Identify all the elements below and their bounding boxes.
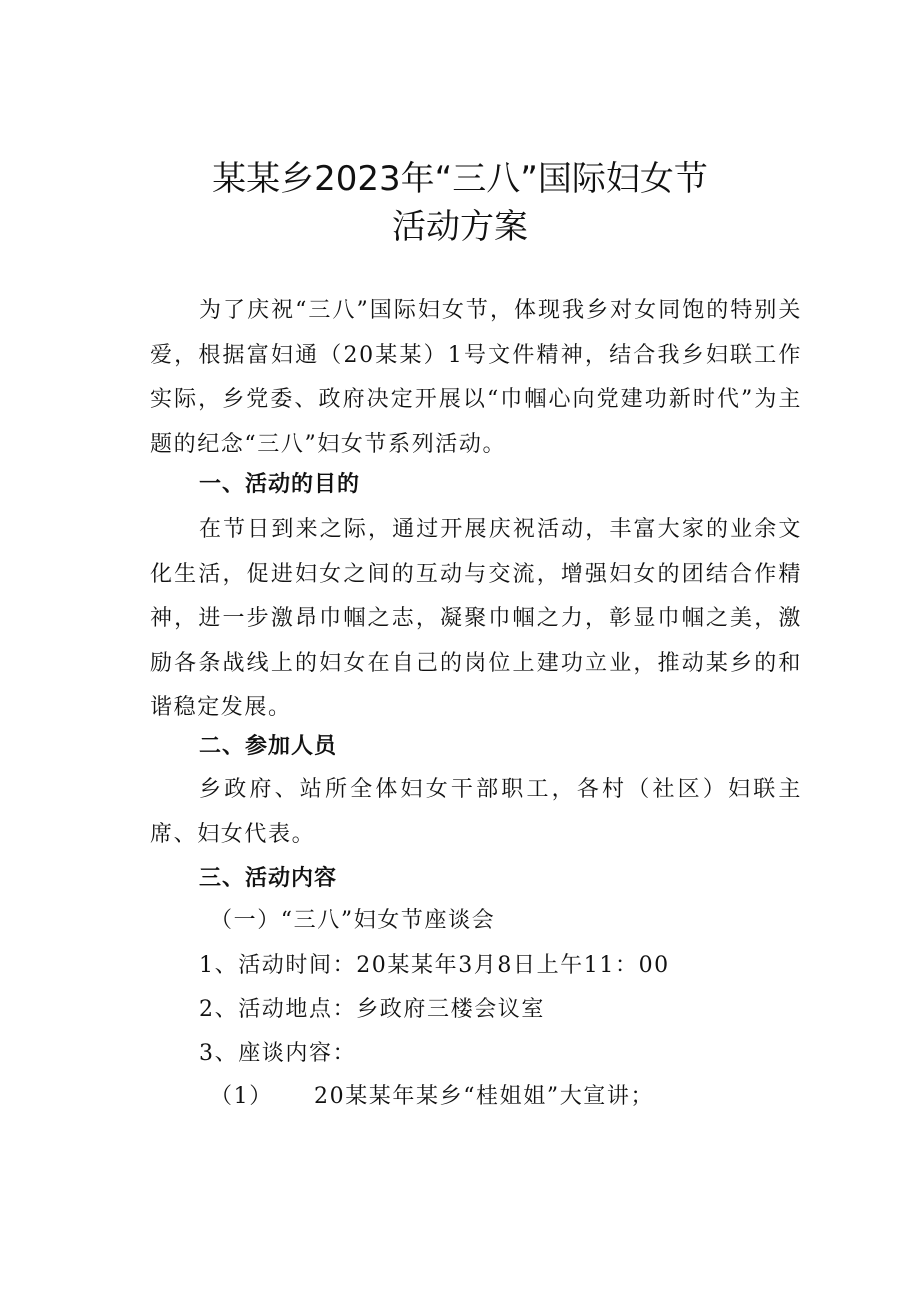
sub-list-item-text: 20某某年某乡“桂姐姐”大宣讲； — [314, 1084, 655, 1109]
list-item-location: 2、活动地点：乡政府三楼会议室 — [199, 997, 545, 1022]
list-item-content: 3、座谈内容： — [199, 1041, 357, 1066]
document-title-line-1: 某某乡2023年“三八”国际妇女节 — [212, 159, 708, 199]
section-heading-purpose: 一、活动的目的 — [199, 472, 361, 497]
intro-paragraph: 为了庆祝“三八”国际妇女节，体现我乡对女同饱的特别关爱，根据富妇通（20某某）1号文件精神，结合我乡妇联工作实际，乡党委、政府决定开展以“巾帼心向党建功新时代”为主题的纪念“三八”妇女节系列活动。 — [150, 298, 802, 457]
participants-paragraph: 乡政府、站所全体妇女干部职工，各村（社区）妇联主席、妇女代表。 — [150, 777, 802, 847]
purpose-paragraph: 在节日到来之际，通过开展庆祝活动，丰富大家的业余文化生活，促进妇女之间的互动与交流，增强妇女的团结合作精神，进一步激昂巾帼之志，凝聚巾帼之力，彰显巾帼之美，激励各条战线上的妇女在自己的岗位上建功立业，推动某乡的和谐稳定发展。 — [150, 517, 802, 720]
sub-list-item-number: （1） — [210, 1084, 273, 1109]
section-heading-participants: 二、参加人员 — [199, 734, 338, 759]
subsection-heading-forum: （一）“三八”妇女节座谈会 — [210, 908, 496, 933]
list-item-time: 1、活动时间：20某某年3月8日上午11：00 — [199, 953, 670, 978]
section-heading-content: 三、活动内容 — [199, 866, 338, 891]
document-title-line-2: 活动方案 — [392, 207, 528, 247]
